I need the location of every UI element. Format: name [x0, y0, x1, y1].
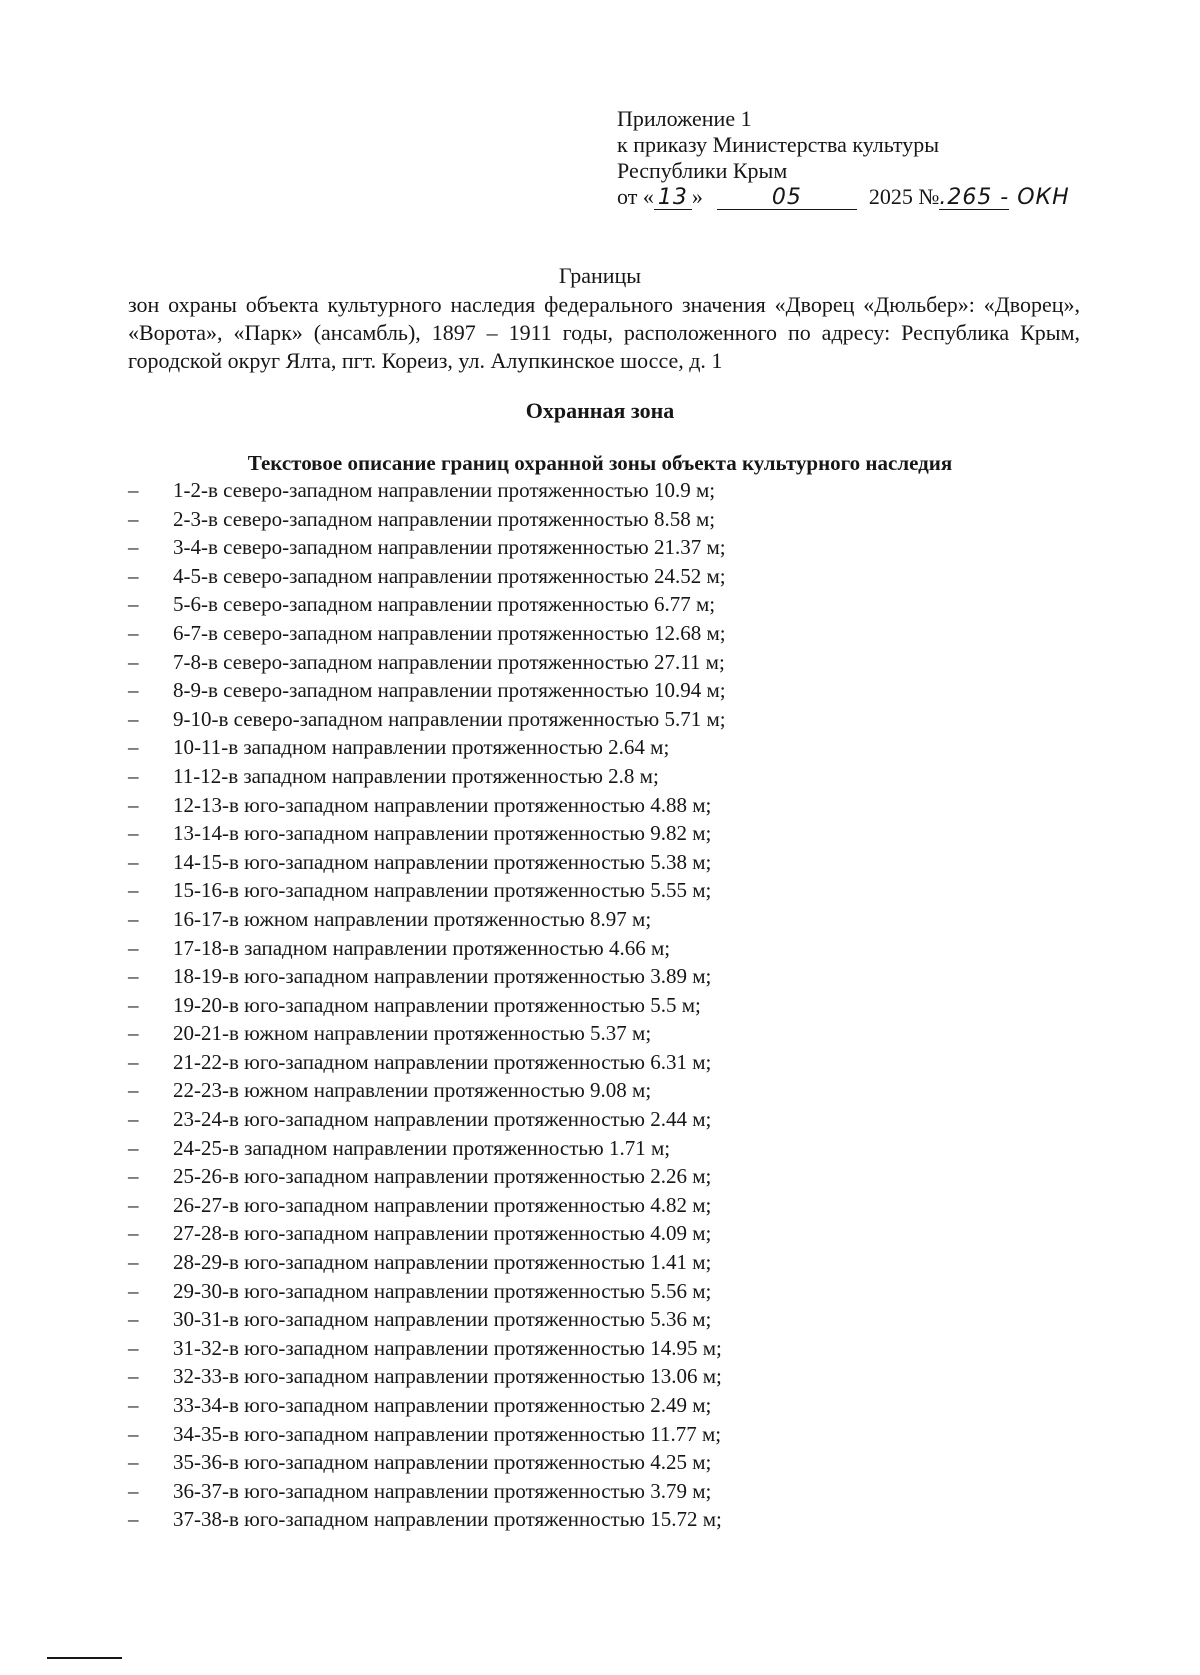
list-item-text: 16-17-в южном направлении протяженностью 8.97 м;: [173, 906, 652, 931]
list-dash: –: [128, 1478, 139, 1503]
list-item: [128, 1019, 726, 1048]
list-item: [128, 1448, 726, 1477]
list-item: [128, 562, 726, 591]
list-item-text: 34-35-в юго-западном направлении протяженностью 11.77 м;: [173, 1421, 722, 1446]
list-item: [128, 505, 726, 534]
list-item: [128, 619, 726, 648]
list-item: [128, 1305, 726, 1334]
appendix-republic: Республики Крым: [617, 158, 788, 183]
list-dash: –: [128, 1335, 139, 1360]
list-dash: –: [128, 763, 139, 788]
list-item-text: 27-28-в юго-западном направлении протяженностью 4.09 м;: [173, 1221, 712, 1246]
list-item-text: 18-19-в юго-западном направлении протяженностью 3.89 м;: [173, 964, 712, 989]
date-close: »: [691, 184, 703, 209]
list-dash: –: [128, 992, 139, 1017]
list-item: [128, 962, 726, 991]
list-item-text: 21-22-в юго-западном направлении протяженностью 6.31 м;: [173, 1049, 712, 1074]
order-day: 13: [654, 187, 692, 210]
list-item: [128, 1248, 726, 1277]
list-item-text: 9-10-в северо-западном направлении протяженностью 5.71 м;: [173, 706, 726, 731]
list-item: [128, 1105, 726, 1134]
list-item-text: 24-25-в западном направлении протяженностью 1.71 м;: [173, 1135, 671, 1160]
list-item-text: 15-16-в юго-западном направлении протяженностью 5.55 м;: [173, 878, 712, 903]
boundary-segment-list: [128, 476, 726, 1534]
appendix-number: Приложение 1: [617, 106, 752, 131]
list-item: [128, 876, 726, 905]
list-item: [128, 733, 726, 762]
list-item-text: 7-8-в северо-западном направлении протяженностью 27.11 м;: [173, 649, 725, 674]
list-item: [128, 819, 726, 848]
list-item: [128, 905, 726, 934]
list-dash: –: [128, 792, 139, 817]
list-dash: –: [128, 1393, 139, 1417]
list-dash: –: [128, 1021, 139, 1046]
list-item: [128, 991, 726, 1020]
appendix-order-ref: к приказу Министерства культуры: [617, 132, 940, 157]
list-item: [128, 1391, 726, 1420]
list-item-text: 25-26-в юго-западном направлении протяженностью 2.26 м;: [173, 1164, 712, 1189]
date-prefix: от «: [617, 184, 654, 209]
list-dash: –: [128, 935, 139, 960]
list-dash: –: [128, 849, 139, 874]
list-item: [128, 1277, 726, 1306]
list-item: [128, 676, 726, 705]
list-item-text: 30-31-в юго-западном направлении протяженностью 5.36 м;: [173, 1307, 712, 1332]
list-item-text: 2-3-в северо-западном направлении протяженностью 8.58 м;: [173, 506, 716, 531]
list-item-text: 13-14-в юго-западном направлении протяженностью 9.82 м;: [173, 821, 712, 846]
list-dash: –: [128, 1135, 139, 1160]
list-dash: –: [128, 478, 139, 502]
footer-line: [47, 1657, 122, 1659]
list-item: [128, 791, 726, 820]
list-item: [128, 762, 726, 791]
list-dash: –: [128, 1507, 139, 1532]
list-item-text: 23-24-в юго-западном направлении протяженностью 2.44 м;: [173, 1107, 712, 1132]
list-dash: –: [128, 1221, 139, 1246]
list-dash: –: [128, 1278, 139, 1303]
list-item-text: 11-12-в западном направлении протяженностью 2.8 м;: [173, 763, 659, 788]
list-dash: –: [128, 1250, 139, 1275]
list-item: [128, 1420, 726, 1449]
list-dash: –: [128, 1078, 139, 1103]
list-item: [128, 1191, 726, 1220]
list-dash: –: [128, 649, 139, 674]
list-item-text: 26-27-в юго-западном направлении протяженностью 4.82 м;: [173, 1192, 712, 1217]
list-item: [128, 1162, 726, 1191]
order-date-line: [617, 184, 1070, 210]
list-dash: –: [128, 1107, 139, 1132]
list-item-text: 32-33-в юго-западном направлении протяженностью 13.06 м;: [173, 1364, 722, 1389]
list-item-text: 3-4-в северо-западном направлении протяженностью 21.37 м;: [173, 535, 726, 560]
list-item: [128, 705, 726, 734]
list-item-text: 4-5-в северо-западном направлении протяженностью 24.52 м;: [173, 563, 726, 588]
zone-heading: Охранная зона: [525, 398, 675, 423]
list-dash: –: [128, 906, 139, 931]
list-item: [128, 533, 726, 562]
list-dash: –: [128, 1192, 139, 1217]
list-dash: –: [128, 706, 139, 731]
list-item-text: 35-36-в юго-западном направлении протяженностью 4.25 м;: [173, 1450, 712, 1475]
list-item-text: 14-15-в юго-западном направлении протяженностью 5.38 м;: [173, 849, 712, 874]
list-item: [128, 1076, 726, 1105]
list-dash: –: [128, 1364, 139, 1389]
document-subtitle: зон охраны объекта культурного наследия федерального значения «Дворец «Дюльбер»: «Дворец», «Ворота», «Парк» (ансамбль), 1897 – 1911 годы, расположенного по адресу: Республика Крым, городской округ Ялта, пгт. Кореиз, ул. Алупкинское шоссе, д. 1: [128, 292, 1080, 373]
list-dash: –: [128, 620, 139, 645]
list-item: [128, 848, 726, 877]
order-year-number-label: 2025 №: [868, 184, 940, 209]
list-item-text: 20-21-в южном направлении протяженностью 5.37 м;: [173, 1021, 652, 1046]
list-item-text: 17-18-в западном направлении протяженностью 4.66 м;: [173, 935, 671, 960]
order-month: 05: [717, 187, 857, 210]
list-item-text: 12-13-в юго-западном направлении протяженностью 4.88 м;: [173, 792, 712, 817]
list-item: [128, 1334, 726, 1363]
list-dash: –: [128, 678, 139, 703]
list-item: [128, 1134, 726, 1163]
list-dash: –: [128, 1049, 139, 1074]
list-dash: –: [128, 563, 139, 588]
order-number: .265 - ОКН: [939, 185, 1070, 210]
list-item-text: 33-34-в юго-западном направлении протяженностью 2.49 м;: [173, 1393, 712, 1417]
list-dash: –: [128, 1307, 139, 1332]
appendix-block: [617, 106, 1070, 210]
list-item-text: 8-9-в северо-западном направлении протяженностью 10.94 м;: [173, 678, 726, 703]
document-title: Границы: [558, 263, 642, 288]
list-dash: –: [128, 1164, 139, 1189]
list-dash: –: [128, 1421, 139, 1446]
list-item: [128, 1219, 726, 1248]
list-item-text: 19-20-в юго-западном направлении протяженностью 5.5 м;: [173, 992, 701, 1017]
list-item: [128, 476, 726, 505]
list-item-text: 22-23-в южном направлении протяженностью 9.08 м;: [173, 1078, 652, 1103]
list-dash: –: [128, 964, 139, 989]
list-item-text: 36-37-в юго-западном направлении протяженностью 3.79 м;: [173, 1478, 712, 1503]
list-item-text: 5-6-в северо-западном направлении протяженностью 6.77 м;: [173, 592, 716, 617]
list-dash: –: [128, 878, 139, 903]
list-item: [128, 1505, 726, 1534]
list-item-text: 6-7-в северо-западном направлении протяженностью 12.68 м;: [173, 620, 726, 645]
list-item: [128, 1477, 726, 1506]
list-item-text: 1-2-в северо-западном направлении протяженностью 10.9 м;: [173, 478, 716, 502]
description-heading: Текстовое описание границ охранной зоны объекта культурного наследия: [247, 451, 953, 475]
list-item: [128, 934, 726, 963]
list-item-text: 29-30-в юго-западном направлении протяженностью 5.56 м;: [173, 1278, 712, 1303]
list-dash: –: [128, 735, 139, 760]
list-item-text: 10-11-в западном направлении протяженностью 2.64 м;: [173, 735, 670, 760]
list-item-text: 28-29-в юго-западном направлении протяженностью 1.41 м;: [173, 1250, 712, 1275]
list-dash: –: [128, 592, 139, 617]
list-dash: –: [128, 821, 139, 846]
list-item: [128, 590, 726, 619]
list-item-text: 37-38-в юго-западном направлении протяженностью 15.72 м;: [173, 1507, 722, 1532]
list-dash: –: [128, 1450, 139, 1475]
list-item: [128, 1362, 726, 1391]
list-dash: –: [128, 535, 139, 560]
list-item-text: 31-32-в юго-западном направлении протяженностью 14.95 м;: [173, 1335, 722, 1360]
list-dash: –: [128, 506, 139, 531]
list-item: [128, 1048, 726, 1077]
list-item: [128, 648, 726, 677]
